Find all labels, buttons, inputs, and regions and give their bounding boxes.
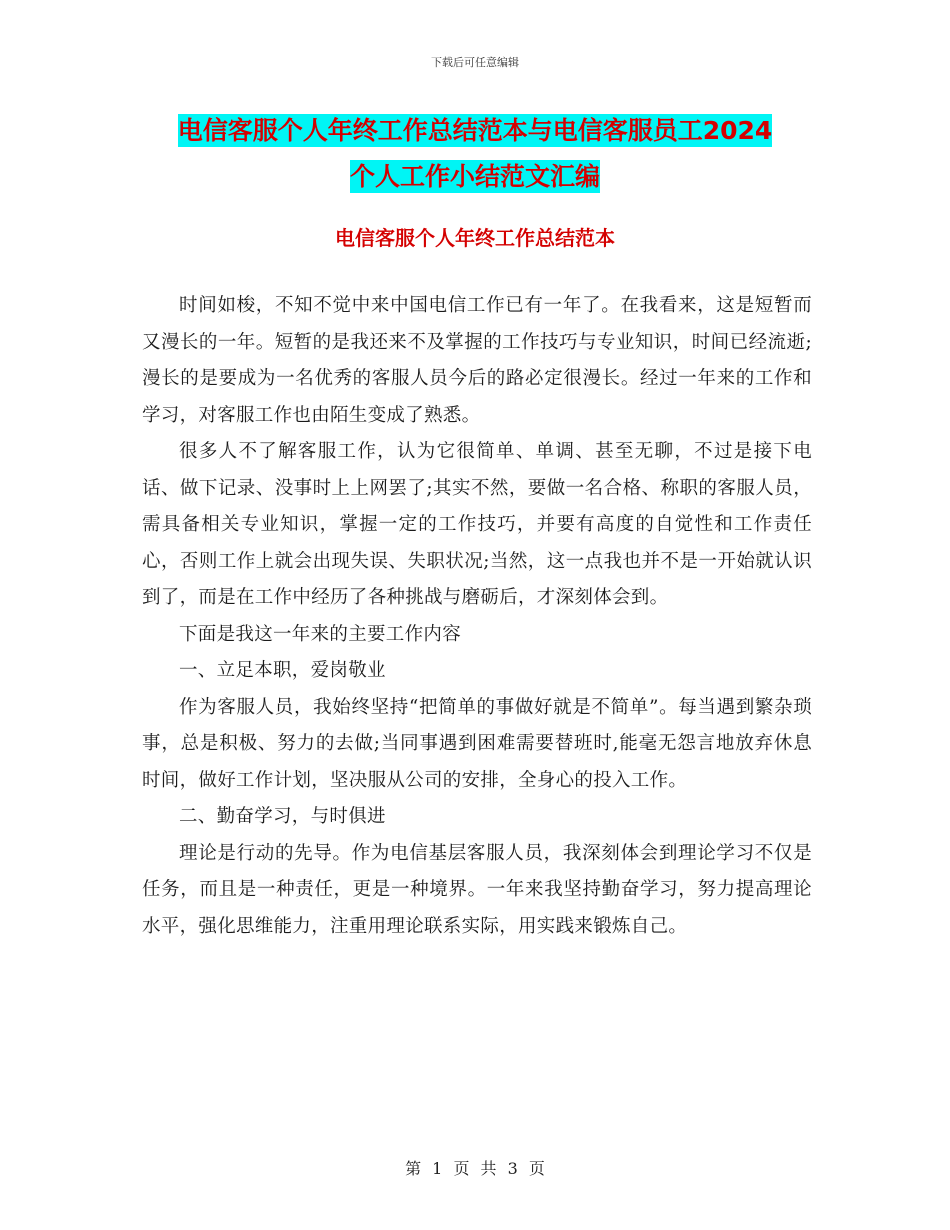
document-title — [0, 108, 950, 200]
header-note: 下载后可任意编辑 — [431, 56, 519, 69]
document-title-line-1: 电信客服个人年终工作总结范本与电信客服员工2024 — [177, 116, 773, 145]
paragraph: 下面是我这一年来的主要工作内容 — [179, 623, 462, 645]
paragraph: 作为客服人员，我始终坚持“把简单的事做好就是不简单”。每当遇到繁杂琐事，总是积极、努力的去做;当同事遇到困难需要替班时,能毫无怨言地放弃休息时间，做好工作计划，坚决服从公司的安排，全身心的投入工作。 — [142, 696, 812, 791]
page-footer: 第 1 页 共 3 页 — [405, 1159, 545, 1178]
paragraph: 很多人不了解客服工作，认为它很简单、单调、甚至无聊，不过是接下电话、做下记录、没事时上上网罢了;其实不然，要做一名合格、称职的客服人员，需具备相关专业知识，掌握一定的工作技巧，并要有高度的自觉性和工作责任心，否则工作上就会出现失误、失职状况;当然，这一点我也并不是一开始就认识到了，而是在工作中经历了各种挑战与磨砺后，才深刻体会到。 — [142, 441, 812, 608]
section-title: 电信客服个人年终工作总结范本 — [335, 226, 615, 250]
document-title-line-2: 个人工作小结范文汇编 — [349, 162, 600, 191]
paragraph: 理论是行动的先导。作为电信基层客服人员，我深刻体会到理论学习不仅是任务，而且是一种责任，更是一种境界。一年来我坚持勤奋学习，努力提高理论水平，强化思维能力，注重用理论联系实际，用实践来锻炼自己。 — [142, 842, 812, 937]
paragraph: 时间如梭，不知不觉中来中国电信工作已有一年了。在我看来，这是短暂而又漫长的一年。短暂的是我还来不及掌握的工作技巧与专业知识，时间已经流逝;漫长的是要成为一名优秀的客服人员今后的路必定很漫长。经过一年来的工作和学习，对客服工作也由陌生变成了熟悉。 — [142, 295, 812, 426]
paragraph-heading: 二、勤奋学习，与时俱进 — [179, 806, 386, 827]
paragraph-heading: 一、立足本职，爱岗敬业 — [179, 660, 386, 681]
body-text — [142, 288, 812, 945]
